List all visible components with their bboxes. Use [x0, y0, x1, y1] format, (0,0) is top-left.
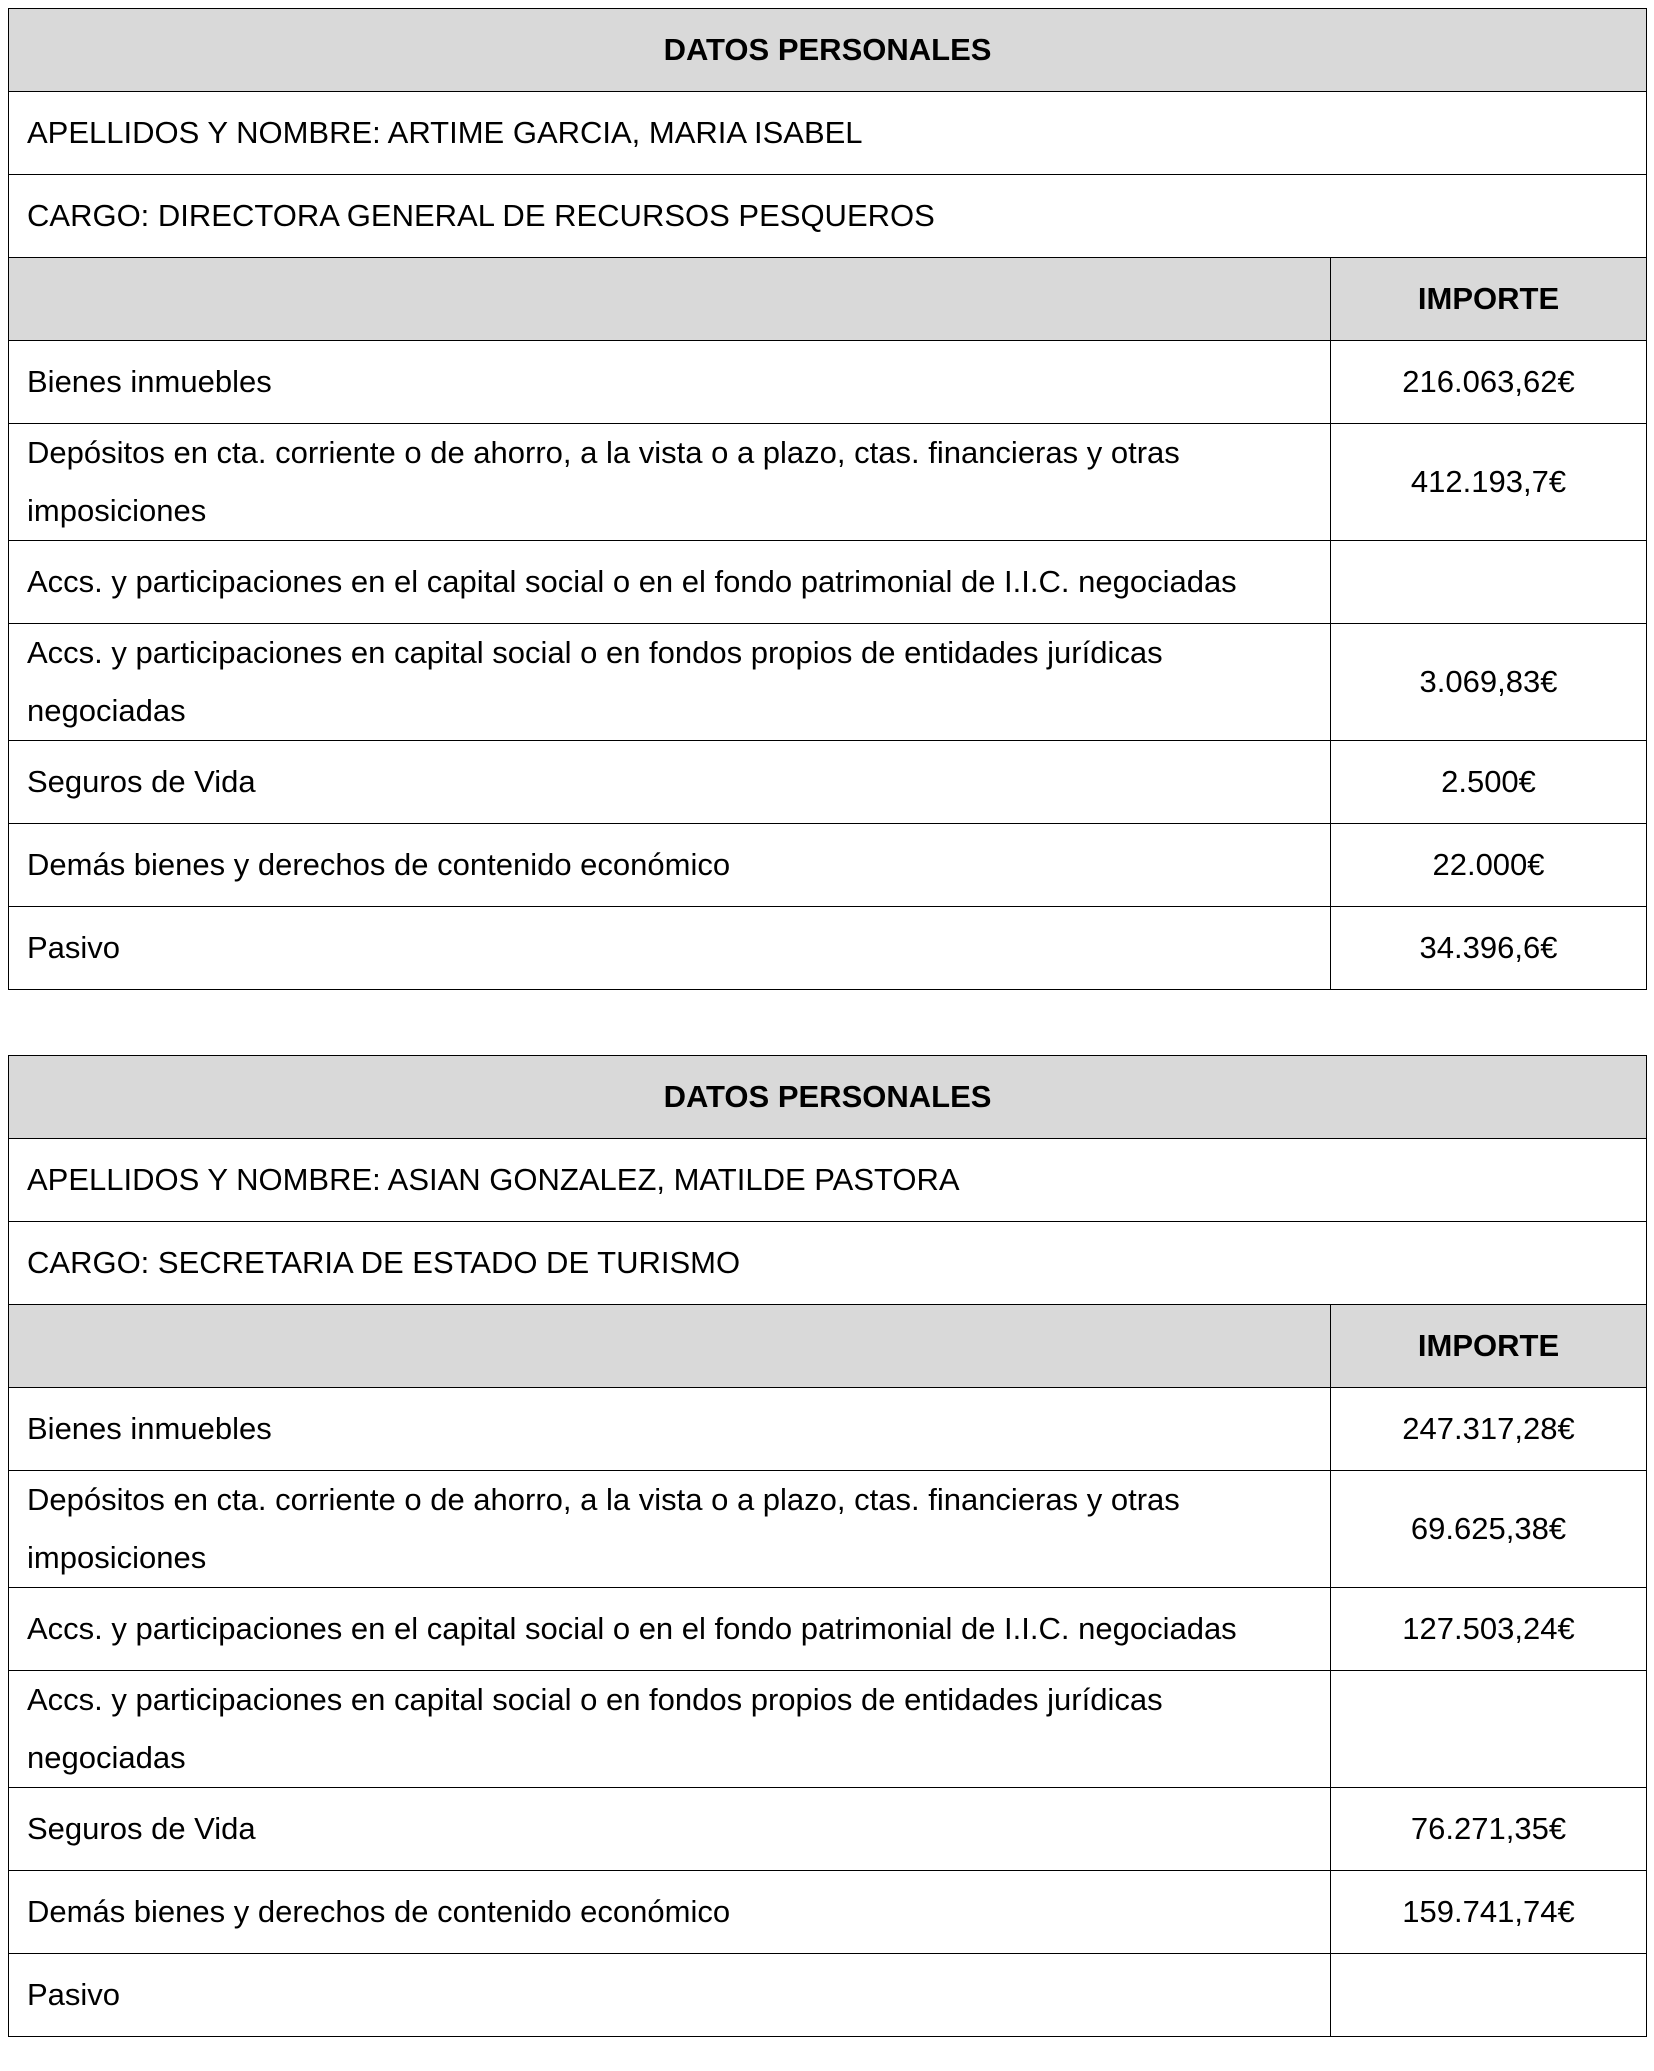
table-row	[9, 1588, 1647, 1671]
name-line: APELLIDOS Y NOMBRE: ASIAN GONZALEZ, MATILDE PASTORA	[9, 1139, 1647, 1222]
table-row	[9, 907, 1647, 990]
item-amount: 412.193,7€	[1331, 424, 1647, 541]
item-label: Demás bienes y derechos de contenido económico	[9, 1871, 1331, 1954]
item-label: Accs. y participaciones en el capital social o en el fondo patrimonial de I.I.C. negociadas	[9, 1588, 1331, 1671]
blank-header-cell	[9, 258, 1331, 341]
item-amount: 216.063,62€	[1331, 341, 1647, 424]
table-row	[9, 824, 1647, 907]
item-amount: 247.317,28€	[1331, 1388, 1647, 1471]
item-label: Bienes inmuebles	[9, 1388, 1331, 1471]
declaration-table-2	[8, 1055, 1647, 2037]
item-amount: 127.503,24€	[1331, 1588, 1647, 1671]
item-amount	[1331, 541, 1647, 624]
table-row	[9, 1388, 1647, 1471]
item-label: Bienes inmuebles	[9, 341, 1331, 424]
item-label: Seguros de Vida	[9, 741, 1331, 824]
item-amount	[1331, 1671, 1647, 1788]
table-row	[9, 541, 1647, 624]
item-label: Accs. y participaciones en el capital social o en el fondo patrimonial de I.I.C. negociadas	[9, 541, 1331, 624]
table-row	[9, 1954, 1647, 2037]
name-line: APELLIDOS Y NOMBRE: ARTIME GARCIA, MARIA ISABEL	[9, 92, 1647, 175]
table-row	[9, 424, 1647, 541]
item-amount: 22.000€	[1331, 824, 1647, 907]
name-row	[9, 1139, 1647, 1222]
item-label: Accs. y participaciones en capital social o en fondos propios de entidades jurídicas negociadas	[9, 624, 1331, 741]
item-amount: 76.271,35€	[1331, 1788, 1647, 1871]
section-header-row	[9, 1056, 1647, 1139]
table-row	[9, 1788, 1647, 1871]
item-label: Pasivo	[9, 907, 1331, 990]
declaration-table-1	[8, 8, 1647, 990]
table-row	[9, 741, 1647, 824]
item-label: Depósitos en cta. corriente o de ahorro, a la vista o a plazo, ctas. financieras y otras imposiciones	[9, 424, 1331, 541]
item-label: Depósitos en cta. corriente o de ahorro, a la vista o a plazo, ctas. financieras y otras imposiciones	[9, 1471, 1331, 1588]
table-row	[9, 341, 1647, 424]
blank-header-cell	[9, 1305, 1331, 1388]
table-row	[9, 1871, 1647, 1954]
cargo-row	[9, 1222, 1647, 1305]
item-amount: 34.396,6€	[1331, 907, 1647, 990]
amount-header: IMPORTE	[1331, 1305, 1647, 1388]
cargo-line: CARGO: DIRECTORA GENERAL DE RECURSOS PESQUEROS	[9, 175, 1647, 258]
table-row	[9, 1671, 1647, 1788]
table-row	[9, 1471, 1647, 1588]
item-amount	[1331, 1954, 1647, 2037]
section-header-row	[9, 9, 1647, 92]
item-label: Pasivo	[9, 1954, 1331, 2037]
item-label: Accs. y participaciones en capital social o en fondos propios de entidades jurídicas negociadas	[9, 1671, 1331, 1788]
section-title: DATOS PERSONALES	[9, 9, 1647, 92]
item-label: Seguros de Vida	[9, 1788, 1331, 1871]
cargo-line: CARGO: SECRETARIA DE ESTADO DE TURISMO	[9, 1222, 1647, 1305]
amount-header-row	[9, 1305, 1647, 1388]
name-row	[9, 92, 1647, 175]
cargo-row	[9, 175, 1647, 258]
item-amount: 3.069,83€	[1331, 624, 1647, 741]
section-title: DATOS PERSONALES	[9, 1056, 1647, 1139]
amount-header-row	[9, 258, 1647, 341]
amount-header: IMPORTE	[1331, 258, 1647, 341]
item-amount: 69.625,38€	[1331, 1471, 1647, 1588]
item-amount: 2.500€	[1331, 741, 1647, 824]
item-amount: 159.741,74€	[1331, 1871, 1647, 1954]
table-row	[9, 624, 1647, 741]
item-label: Demás bienes y derechos de contenido económico	[9, 824, 1331, 907]
